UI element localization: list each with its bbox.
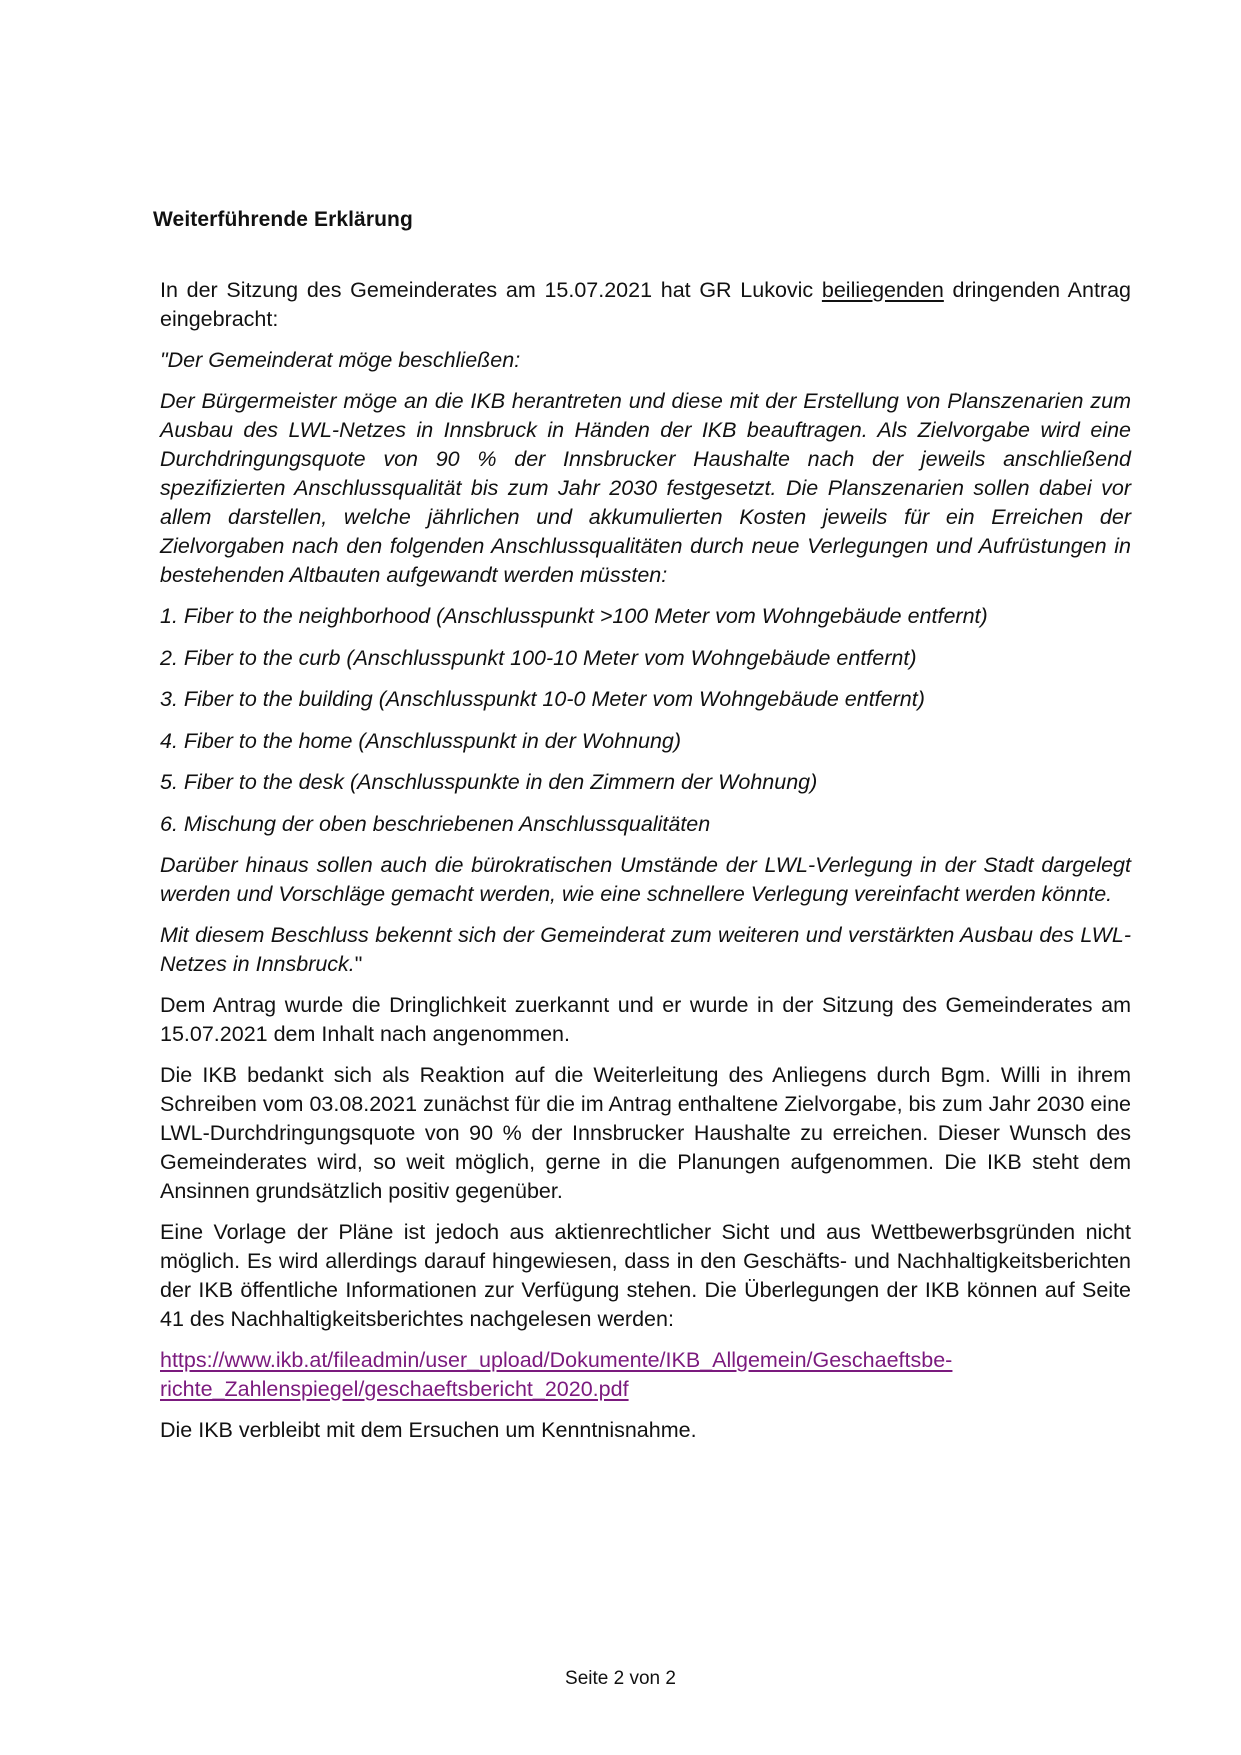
decision-paragraph: Dem Antrag wurde die Dringlichkeit zuerkannt und er wurde in der Sitzung des Gemeinderates am 15.07.2021 dem Inhalt nach angenommen. <box>160 993 1131 1046</box>
document-body <box>160 276 1131 1457</box>
list-item: 2. Fiber to the curb (Anschlusspunkt 100-10 Meter vom Wohngebäude entfernt) <box>160 645 917 670</box>
motion-opening: "Der Gemeinderat möge beschließen: <box>160 348 521 372</box>
intro-text-end: dringenden Antrag eingebracht: <box>160 278 1131 331</box>
report-link-line-2[interactable]: richte_Zahlenspiegel/geschaeftsbericht_2020.pdf <box>160 1377 629 1401</box>
bureaucracy-paragraph: Darüber hinaus sollen auch die bürokratischen Umstände der LWL-Verlegung in der Stadt dargelegt werden und Vorschläge gemacht werden, wie eine schnellere Verlegung vereinfacht werden könnte. <box>160 853 1131 906</box>
attachment-reference: beiliegenden <box>821 278 944 302</box>
plans-paragraph: Eine Vorlage der Pläne ist jedoch aus aktienrechtlicher Sicht und aus Wettbewerbsgründen nicht möglich. Es wird allerdings darauf hingewiesen, dass in den Geschäfts- und Nachhaltigkeitsberichten der IKB öffentliche Informationen zur Verfügung stehen. Die Überlegungen der IKB können auf Seite 41 des Nachhaltigkeitsberichtes nachgelesen werden: <box>160 1220 1131 1331</box>
ikb-response-paragraph: Die IKB bedankt sich als Reaktion auf die Weiterleitung des Anliegens durch Bgm. Willi in ihrem Schreiben vom 03.08.2021 zunächst für die im Antrag enthaltene Zielvorgabe, bis zum Jahr 2030 eine LWL-Durchdringungsquote von 90 % der Innsbrucker Haushalte zu erreichen. Dieser Wunsch des Gemeinderates wird, so weit möglich, gerne in die Planungen aufgenommen. Die IKB steht dem Ansinnen grundsätzlich positiv gegenüber. <box>160 1063 1131 1203</box>
list-item: 1. Fiber to the neighborhood (Anschlusspunkt >100 Meter vom Wohngebäude entfernt) <box>160 604 988 628</box>
report-link-line-1[interactable]: https://www.ikb.at/fileadmin/user_upload/Dokumente/IKB_Allgemein/Geschaeftsbe- <box>160 1348 953 1372</box>
list-item: 3. Fiber to the building (Anschlusspunkt 10-0 Meter vom Wohngebäude entfernt) <box>160 687 925 711</box>
list-item: 4. Fiber to the home (Anschlusspunkt in der Wohnung) <box>160 728 682 753</box>
page-number-footer: Seite 2 von 2 <box>565 1668 676 1689</box>
list-item: 6. Mischung der oben beschriebenen Anschlussqualitäten <box>160 811 711 836</box>
motion-paragraph: Der Bürgermeister möge an die IKB herantreten und diese mit der Erstellung von Planszenarien zum Ausbau des LWL-Netzes in Innsbruck in Händen der IKB beauftragen. Als Zielvorgabe wird eine Durchdringungsquote von 90 % der Innsbrucker Haushalte nach der jeweils anschließend spezifizierten Anschlussqualität bis zum Jahr 2030 festgesetzt. Die Planszenarien sollen dabei vor allem darstellen, welche jährlichen und akkumulierten Kosten jeweils für ein Erreichen der Zielvorgaben nach den folgenden Anschlussqualitäten durch neue Verlegungen und Aufrüstungen in bestehenden Altbauten aufgewandt werden müssten: <box>160 389 1131 587</box>
intro-text-start: In der Sitzung des Gemeinderates am 15.07.2021 hat GR Lukovic <box>160 278 822 302</box>
report-link[interactable] <box>160 1346 1131 1404</box>
connection-quality-list <box>160 602 1131 839</box>
closing-quote: " <box>354 952 363 976</box>
intro-paragraph <box>160 276 1131 334</box>
section-heading: Weiterführende Erklärung <box>153 208 413 231</box>
closing-paragraph: Die IKB verbleibt mit dem Ersuchen um Kenntnisnahme. <box>160 1418 697 1442</box>
list-item: 5. Fiber to the desk (Anschlusspunkte in den Zimmern der Wohnung) <box>160 770 818 794</box>
commitment-text: Mit diesem Beschluss bekennt sich der Gemeinderat zum weiteren und verstärkten Ausbau des LWL-Netzes in Innsbruck. <box>160 923 1131 976</box>
commitment-paragraph <box>160 921 1131 979</box>
